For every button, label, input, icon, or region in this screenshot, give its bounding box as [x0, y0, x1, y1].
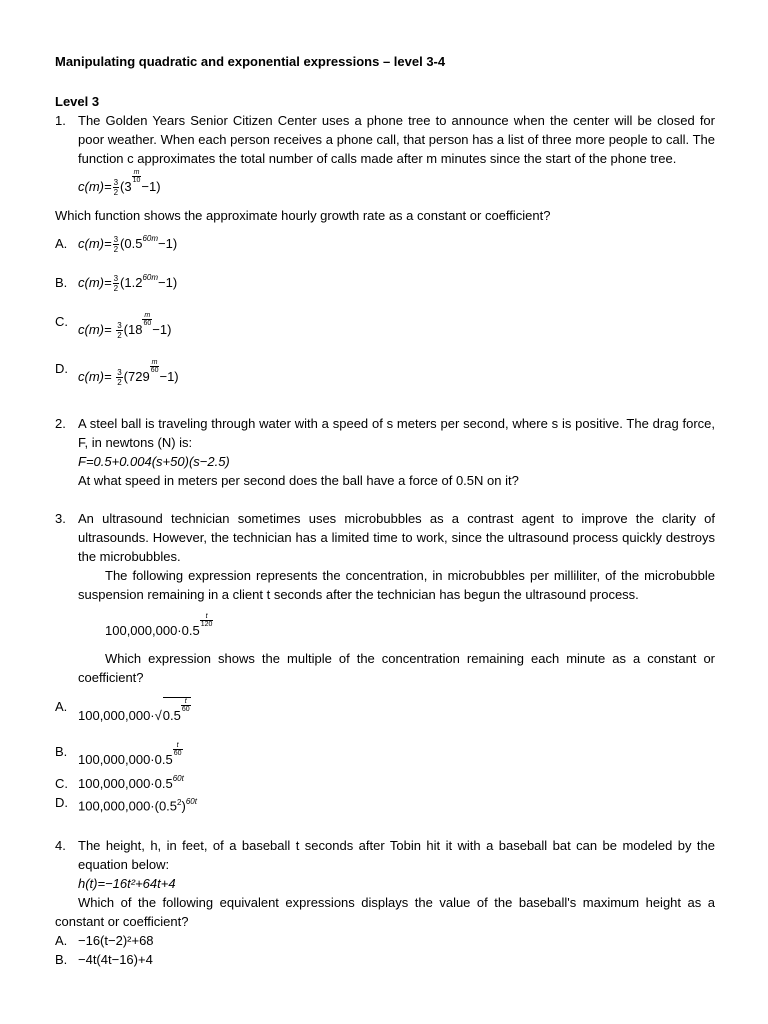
question-prompt: Which expression shows the multiple of the concentration remaining each minute as a constant or coefficient? [78, 651, 715, 686]
level-heading: Level 3 [55, 94, 100, 109]
answer-option[interactable]: B. 100,000,000·0.5 $\frac{t}{60}$ [55, 742, 182, 768]
question-prompt: At what speed in meters per second does the ball have a force of 0.5N on it? [78, 473, 519, 489]
question-text: The Golden Years Senior Citizen Center uses a phone tree to announce when the center will be closed for poor weather. When each person receives a phone call, that person has a list of three more people to call. The function c approximates the total number of calls made after m minutes since the start of the phone tree. [78, 113, 715, 166]
answer-option[interactable]: D. $100,000,000\cdot(0.5^2)60t$ [55, 795, 197, 814]
question-1 [55, 111, 715, 197]
answer-option[interactable]: D. c(m)= $\frac{3}{2}$ (729 $\frac{m}{60}$ −1) [55, 359, 179, 388]
answer-option[interactable]: C. 100,000,000·0.560t [55, 774, 184, 792]
question-text: A steel ball is traveling through water with a speed of s meters per second, where s is positive. The drag force, F, in newtons (N) is: [78, 416, 715, 451]
question-number: 4. [55, 837, 66, 853]
answer-option[interactable]: A. c(m)= $\frac{3}{2}$ (0.560m−1) [55, 234, 178, 255]
question-text: The height, h, in feet, of a baseball t seconds after Tobin hit it with a baseball bat can be modeled by the equation below: [78, 837, 715, 872]
question-number: 3. [55, 511, 66, 527]
exponent: $\frac{m}{10}$ [132, 169, 141, 184]
answer-option[interactable]: A. 100,000,000·√0.5 $\frac{t}{60}$ [55, 698, 190, 724]
concentration-expression: 100,000,000·0.5 $\frac{t}{120}$ [105, 613, 213, 639]
question-3 [55, 509, 715, 687]
question-number: 1. [55, 113, 66, 128]
answer-option[interactable]: B. −4t(4t−16)+4 [55, 951, 153, 967]
question-text-2: The following expression represents the concentration, in microbubbles per milliliter, of the microbubble suspension remaining in a client t seconds after the technician has begun the ultrasound process. [78, 568, 715, 603]
question-prompt: Which function shows the approximate hourly growth rate as a constant or coefficient? [55, 208, 551, 224]
function-definition: c(m)= $\frac{3}{2}$ (3 $\frac{m}{10}$ −1) [78, 169, 161, 198]
question-2 [55, 414, 715, 490]
fraction: $\frac{3}{2}$ [113, 178, 119, 198]
question-number: 2. [55, 416, 66, 432]
question-4 [55, 836, 715, 893]
height-equation: h(t)=−16t²+64t+4 [78, 875, 176, 891]
answer-option[interactable]: C. c(m)= $\frac{3}{2}$ (18 $\frac{m}{60}$ −1) [55, 312, 172, 341]
answer-option[interactable]: B. c(m)= $\frac{3}{2}$ (1.260m−1) [55, 273, 178, 294]
question-text: An ultrasound technician sometimes uses microbubbles as a contrast agent to improve the clarity of ultrasounds. However, the technician has a limited time to work, since the ultrasound process quickly destroys the microbubbles. [78, 511, 715, 565]
worksheet-title: Manipulating quadratic and exponential expressions – level 3-4 [55, 54, 446, 69]
worksheet-page [55, 52, 715, 969]
drag-force-equation: F=0.5+0.004(s+50)(s−2.5) [78, 454, 230, 470]
question-prompt: Which of the following equivalent expressions displays the value of the baseball's maximum height as a constant or coefficient? [55, 894, 715, 929]
answer-option[interactable]: A. −16(t−2)²+68 [55, 932, 154, 948]
